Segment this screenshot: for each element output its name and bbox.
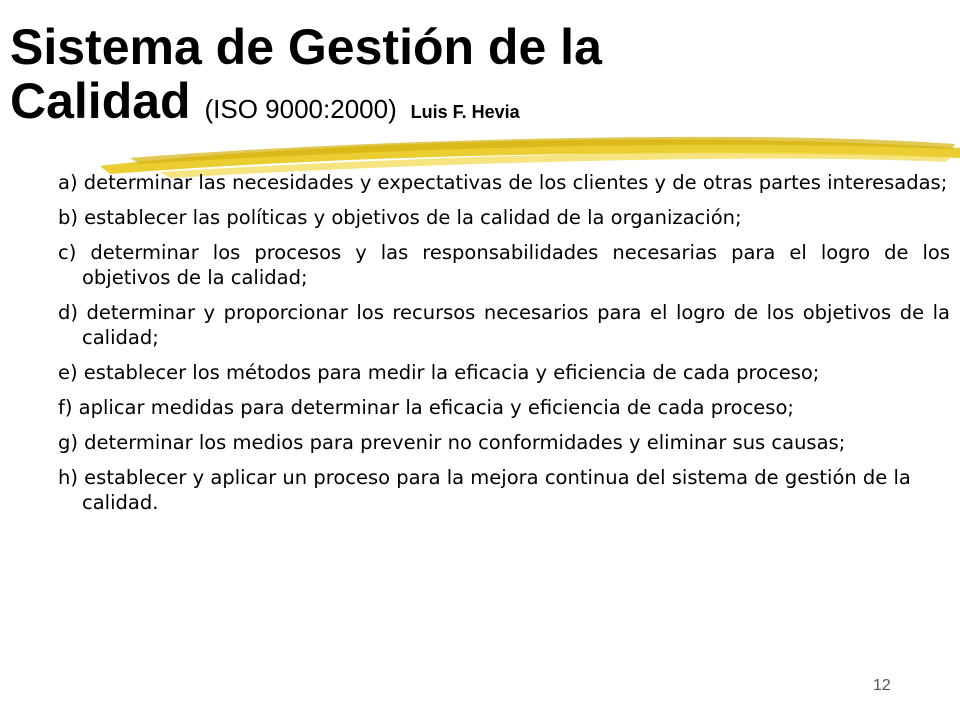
list-item-f: f) aplicar medidas para determinar la eficacia y eficiencia de cada proceso; <box>58 396 794 419</box>
list-item-g: g) determinar los medios para prevenir no conformidades y eliminar sus causas; <box>58 431 846 454</box>
title-subtitle: (ISO 9000:2000) <box>204 94 397 124</box>
list-item-a: a) determinar las necesidades y expectativas de los clientes y de otras partes interesadas; <box>58 171 948 194</box>
list-item-d: d) determinar y proporcionar los recursos necesarios para el logro de los objetivos de la calidad; <box>58 301 950 349</box>
list-item-h: h) establecer y aplicar un proceso para la mejora continua del sistema de gestión de la calidad. <box>58 466 911 514</box>
slide-title <box>10 20 950 139</box>
requirements-list <box>58 170 950 525</box>
list-item-e: e) establecer los métodos para medir la eficacia y eficiencia de cada proceso; <box>58 361 820 384</box>
title-line-1: Sistema de Gestión de la <box>10 19 602 75</box>
title-author: Luis F. Hevia <box>410 102 520 122</box>
list-item-c: c) determinar los procesos y las responsabilidades necesarias para el logro de los objetivos de la calidad; <box>58 241 950 289</box>
page-number: 12 <box>873 677 891 694</box>
title-line-2: Calidad <box>10 73 191 129</box>
list-item-b: b) establecer las políticas y objetivos de la calidad de la organización; <box>58 206 742 229</box>
